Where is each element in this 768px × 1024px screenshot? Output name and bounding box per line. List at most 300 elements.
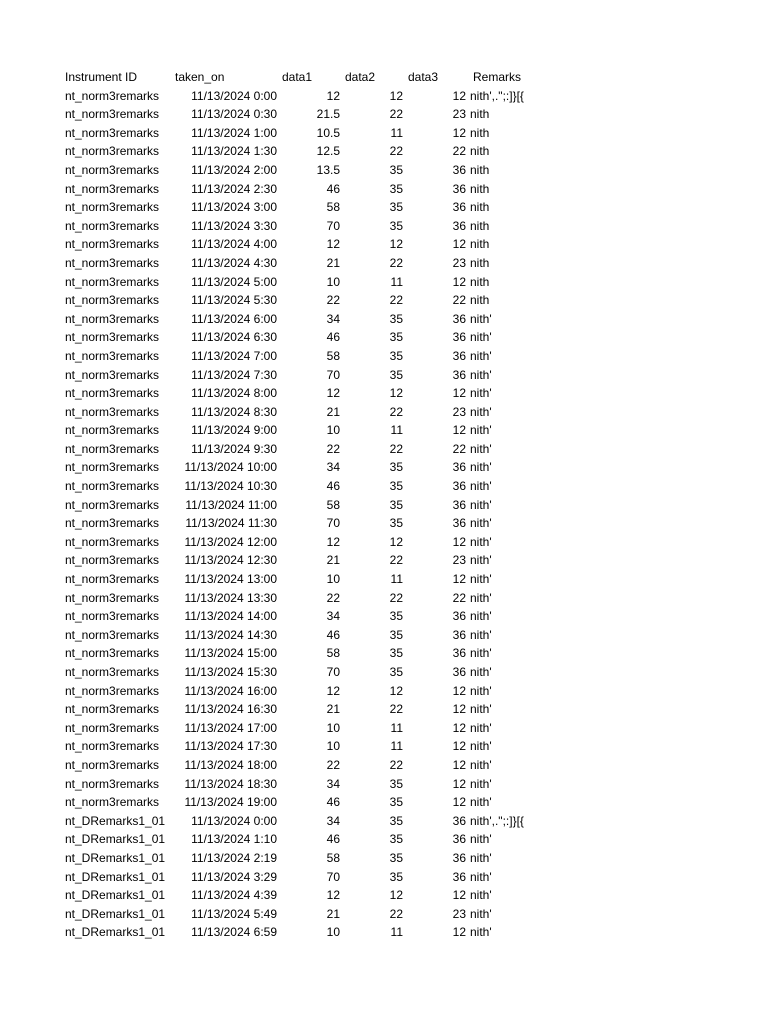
cell-instrument-id: nt_DRemarks1_01	[65, 906, 166, 921]
cell-data2: 11	[390, 572, 403, 587]
cell-instrument-id: nt_norm3remarks	[65, 348, 160, 363]
cell-instrument-id: nt_DRemarks1_01	[65, 850, 166, 865]
cell-taken-on: 11/13/2024 11:00	[185, 497, 277, 512]
cell-data2: 35	[389, 646, 403, 661]
table-row	[65, 644, 590, 663]
cell-data1: 70	[326, 218, 340, 233]
cell-instrument-id: nt_norm3remarks	[65, 590, 160, 605]
cell-taken-on: 11/13/2024 5:30	[191, 293, 277, 308]
table-row	[65, 793, 590, 812]
header-data2: data2	[345, 70, 376, 84]
cell-data3: 36	[452, 311, 466, 326]
header-data3: data3	[408, 70, 439, 84]
cell-data1: 21	[326, 702, 340, 717]
cell-data1: 21.5	[316, 107, 340, 122]
cell-data2: 11	[390, 925, 403, 940]
cell-taken-on: 11/13/2024 5:00	[191, 274, 277, 289]
cell-taken-on: 11/13/2024 13:00	[184, 572, 277, 587]
cell-data1: 70	[326, 516, 340, 531]
cell-remarks: nith'	[470, 516, 492, 531]
cell-instrument-id: nt_norm3remarks	[65, 367, 160, 382]
cell-data3: 12	[452, 88, 466, 103]
cell-data1: 12	[326, 888, 340, 903]
cell-data3: 36	[452, 348, 466, 363]
cell-taken-on: 11/13/2024 2:00	[191, 162, 277, 177]
cell-remarks: nith'	[470, 460, 492, 475]
cell-taken-on: 11/13/2024 6:59	[191, 925, 277, 940]
table-row	[65, 440, 590, 459]
cell-data3: 36	[452, 200, 466, 215]
cell-data3: 23	[452, 553, 466, 568]
table-row	[65, 217, 590, 236]
cell-data1: 58	[326, 348, 340, 363]
cell-data2: 22	[389, 107, 403, 122]
cell-instrument-id: nt_norm3remarks	[65, 683, 160, 698]
cell-data2: 35	[389, 479, 403, 494]
cell-data3: 36	[452, 367, 466, 382]
cell-data3: 12	[452, 423, 466, 438]
cell-instrument-id: nt_norm3remarks	[65, 274, 160, 289]
cell-remarks: nith'	[470, 479, 492, 494]
cell-data1: 10	[326, 720, 340, 735]
cell-data2: 35	[389, 516, 403, 531]
cell-instrument-id: nt_norm3remarks	[65, 162, 160, 177]
cell-instrument-id: nt_norm3remarks	[65, 609, 160, 624]
cell-data3: 12	[452, 888, 466, 903]
cell-remarks: nith'	[470, 646, 492, 661]
cell-remarks: nith',.";:]}[{	[470, 813, 524, 828]
table-row	[65, 124, 590, 143]
cell-data2: 11	[390, 739, 403, 754]
cell-taken-on: 11/13/2024 6:00	[191, 311, 277, 326]
cell-data2: 12	[389, 888, 403, 903]
cell-remarks: nith'	[470, 609, 492, 624]
cell-data1: 46	[326, 627, 340, 642]
cell-data1: 22	[326, 441, 340, 456]
table-row	[65, 421, 590, 440]
cell-data3: 36	[452, 832, 466, 847]
cell-remarks: nith'	[470, 869, 492, 884]
header-instrument-id: Instrument ID	[65, 70, 138, 84]
table-row	[65, 366, 590, 385]
cell-data1: 12	[326, 534, 340, 549]
cell-instrument-id: nt_norm3remarks	[65, 441, 160, 456]
table-row	[65, 291, 590, 310]
cell-data1: 58	[326, 646, 340, 661]
table-row	[65, 607, 590, 626]
cell-data2: 35	[389, 627, 403, 642]
cell-remarks: nith'	[470, 348, 492, 363]
cell-instrument-id: nt_norm3remarks	[65, 460, 160, 475]
cell-remarks: nith	[470, 293, 490, 308]
cell-data1: 12	[326, 88, 340, 103]
cell-taken-on: 11/13/2024 16:00	[184, 683, 277, 698]
cell-data3: 12	[452, 776, 466, 791]
cell-data1: 10	[326, 925, 340, 940]
cell-remarks: nith'	[470, 330, 492, 345]
cell-data1: 70	[326, 367, 340, 382]
cell-instrument-id: nt_norm3remarks	[65, 534, 160, 549]
cell-remarks: nith'	[470, 925, 492, 940]
cell-data2: 35	[389, 162, 403, 177]
cell-taken-on: 11/13/2024 1:00	[191, 125, 277, 140]
cell-data1: 21	[326, 255, 340, 270]
table-row	[65, 105, 590, 124]
cell-taken-on: 11/13/2024 2:19	[191, 850, 277, 865]
cell-remarks: nith'	[470, 850, 492, 865]
cell-remarks: nith'	[470, 311, 492, 326]
table-row	[65, 235, 590, 254]
cell-data3: 23	[452, 107, 466, 122]
header-data1: data1	[282, 70, 313, 84]
table-row	[65, 775, 590, 794]
cell-remarks: nith	[470, 107, 490, 122]
cell-data3: 36	[452, 609, 466, 624]
cell-remarks: nith'	[470, 665, 492, 679]
cell-data3: 36	[452, 665, 466, 679]
cell-data3: 12	[452, 683, 466, 698]
cell-data3: 36	[452, 813, 466, 828]
cell-data1: 21	[326, 906, 340, 921]
cell-instrument-id: nt_DRemarks1_01	[65, 832, 166, 847]
cell-remarks: nith'	[470, 404, 492, 419]
cell-data2: 22	[389, 553, 403, 568]
cell-data3: 22	[452, 293, 466, 308]
cell-data2: 35	[389, 497, 403, 512]
cell-instrument-id: nt_norm3remarks	[65, 479, 160, 494]
table-row	[65, 905, 590, 924]
cell-taken-on: 11/13/2024 10:30	[184, 479, 277, 494]
table-row	[65, 514, 590, 533]
table-row	[65, 161, 590, 180]
table-row	[65, 682, 590, 701]
cell-data2: 35	[389, 609, 403, 624]
table-row	[65, 403, 590, 422]
cell-instrument-id: nt_norm3remarks	[65, 386, 160, 401]
cell-data3: 12	[452, 386, 466, 401]
cell-remarks: nith	[470, 144, 490, 159]
cell-data1: 22	[326, 590, 340, 605]
cell-remarks: nith	[470, 218, 490, 233]
cell-instrument-id: nt_norm3remarks	[65, 572, 160, 587]
cell-instrument-id: nt_DRemarks1_01	[65, 888, 166, 903]
cell-taken-on: 11/13/2024 10:00	[184, 460, 277, 475]
cell-instrument-id: nt_norm3remarks	[65, 776, 160, 791]
table-row	[65, 719, 590, 738]
header-row	[65, 68, 590, 87]
cell-remarks: nith'	[470, 683, 492, 698]
cell-data1: 34	[326, 311, 340, 326]
cell-data3: 12	[452, 572, 466, 587]
table-row	[65, 142, 590, 161]
table-row	[65, 756, 590, 775]
cell-remarks: nith'	[470, 906, 492, 921]
cell-data2: 35	[389, 665, 403, 679]
cell-data2: 22	[389, 441, 403, 456]
cell-data1: 46	[326, 832, 340, 847]
cell-data3: 36	[452, 627, 466, 642]
cell-taken-on: 11/13/2024 1:30	[191, 144, 277, 159]
cell-remarks: nith'	[470, 367, 492, 382]
cell-instrument-id: nt_norm3remarks	[65, 516, 160, 531]
cell-taken-on: 11/13/2024 9:00	[191, 423, 277, 438]
cell-data3: 36	[452, 850, 466, 865]
cell-taken-on: 11/13/2024 7:00	[191, 348, 277, 363]
cell-data2: 35	[389, 869, 403, 884]
cell-data1: 34	[326, 609, 340, 624]
table-row	[65, 310, 590, 329]
cell-instrument-id: nt_norm3remarks	[65, 311, 160, 326]
cell-taken-on: 11/13/2024 4:30	[191, 255, 277, 270]
cell-remarks: nith'	[470, 497, 492, 512]
cell-remarks: nith',.";:]}[{	[470, 88, 524, 103]
cell-data1: 58	[326, 200, 340, 215]
table-body	[65, 87, 590, 942]
cell-remarks: nith	[470, 200, 490, 215]
cell-data2: 35	[389, 200, 403, 215]
cell-taken-on: 11/13/2024 2:30	[191, 181, 277, 196]
cell-data3: 12	[452, 534, 466, 549]
cell-data2: 22	[389, 906, 403, 921]
cell-taken-on: 11/13/2024 6:30	[191, 330, 277, 345]
table-row	[65, 347, 590, 366]
cell-remarks: nith	[470, 255, 490, 270]
table-row	[65, 254, 590, 273]
table-row	[65, 626, 590, 645]
table-row	[65, 812, 590, 831]
cell-instrument-id: nt_norm3remarks	[65, 237, 160, 252]
cell-data3: 36	[452, 181, 466, 196]
cell-remarks: nith'	[470, 534, 492, 549]
cell-taken-on: 11/13/2024 7:30	[191, 367, 277, 382]
cell-data1: 12.5	[316, 144, 340, 159]
table-row	[65, 273, 590, 292]
cell-remarks: nith'	[470, 423, 492, 438]
cell-taken-on: 11/13/2024 14:30	[184, 627, 277, 642]
cell-data2: 22	[389, 144, 403, 159]
cell-data3: 22	[452, 590, 466, 605]
header-taken-on: taken_on	[175, 70, 225, 84]
cell-data1: 70	[326, 869, 340, 884]
cell-data3: 36	[452, 162, 466, 177]
cell-taken-on: 11/13/2024 3:00	[191, 200, 277, 215]
cell-instrument-id: nt_norm3remarks	[65, 739, 160, 754]
cell-instrument-id: nt_norm3remarks	[65, 125, 160, 140]
cell-data1: 10.5	[316, 125, 340, 140]
cell-data2: 35	[389, 813, 403, 828]
cell-data2: 35	[389, 460, 403, 475]
cell-data3: 36	[452, 330, 466, 345]
cell-taken-on: 11/13/2024 16:30	[184, 702, 277, 717]
cell-remarks: nith'	[470, 776, 492, 791]
cell-taken-on: 11/13/2024 8:30	[191, 404, 277, 419]
cell-data2: 12	[389, 237, 403, 252]
cell-taken-on: 11/13/2024 3:30	[191, 218, 277, 233]
cell-remarks: nith'	[470, 832, 492, 847]
cell-instrument-id: nt_DRemarks1_01	[65, 925, 166, 940]
cell-taken-on: 11/13/2024 4:39	[191, 888, 277, 903]
cell-taken-on: 11/13/2024 8:00	[191, 386, 277, 401]
table-row	[65, 198, 590, 217]
cell-instrument-id: nt_norm3remarks	[65, 627, 160, 642]
cell-remarks: nith'	[470, 386, 492, 401]
cell-remarks: nith'	[470, 795, 492, 810]
cell-taken-on: 11/13/2024 12:30	[184, 553, 277, 568]
cell-instrument-id: nt_norm3remarks	[65, 702, 160, 717]
cell-instrument-id: nt_norm3remarks	[65, 88, 160, 103]
cell-data3: 12	[452, 925, 466, 940]
cell-data2: 11	[390, 125, 403, 140]
cell-taken-on: 11/13/2024 5:49	[191, 906, 277, 921]
cell-data2: 11	[390, 720, 403, 735]
table-row	[65, 384, 590, 403]
cell-taken-on: 11/13/2024 1:10	[191, 832, 277, 847]
cell-data3: 12	[452, 274, 466, 289]
cell-data2: 22	[389, 757, 403, 772]
cell-data1: 22	[326, 293, 340, 308]
cell-instrument-id: nt_DRemarks1_01	[65, 869, 166, 884]
cell-instrument-id: nt_norm3remarks	[65, 330, 160, 345]
table-row	[65, 477, 590, 496]
cell-data1: 58	[326, 850, 340, 865]
cell-data3: 36	[452, 869, 466, 884]
cell-remarks: nith	[470, 181, 490, 196]
cell-data3: 23	[452, 255, 466, 270]
cell-data2: 35	[389, 311, 403, 326]
cell-data3: 23	[452, 404, 466, 419]
cell-instrument-id: nt_norm3remarks	[65, 720, 160, 735]
cell-data3: 12	[452, 125, 466, 140]
table-row	[65, 551, 590, 570]
cell-taken-on: 11/13/2024 4:00	[191, 237, 277, 252]
cell-data1: 34	[326, 460, 340, 475]
cell-data1: 34	[326, 776, 340, 791]
cell-data3: 12	[452, 795, 466, 810]
cell-data1: 12	[326, 683, 340, 698]
table-row	[65, 570, 590, 589]
cell-instrument-id: nt_norm3remarks	[65, 218, 160, 233]
cell-data1: 58	[326, 497, 340, 512]
cell-data3: 36	[452, 460, 466, 475]
cell-remarks: nith'	[470, 888, 492, 903]
cell-data1: 70	[326, 665, 340, 679]
cell-data3: 36	[452, 516, 466, 531]
cell-taken-on: 11/13/2024 12:00	[184, 534, 277, 549]
cell-data2: 35	[389, 776, 403, 791]
table-row	[65, 180, 590, 199]
cell-data1: 46	[326, 795, 340, 810]
cell-data1: 10	[326, 274, 340, 289]
cell-taken-on: 11/13/2024 0:00	[191, 88, 277, 103]
cell-data2: 22	[389, 590, 403, 605]
cell-taken-on: 11/13/2024 0:00	[191, 813, 277, 828]
cell-instrument-id: nt_norm3remarks	[65, 553, 160, 568]
cell-data3: 12	[452, 720, 466, 735]
cell-taken-on: 11/13/2024 17:30	[184, 739, 277, 754]
cell-data3: 36	[452, 497, 466, 512]
spreadsheet-table	[65, 68, 590, 942]
cell-data3: 12	[452, 702, 466, 717]
cell-instrument-id: nt_norm3remarks	[65, 497, 160, 512]
cell-taken-on: 11/13/2024 9:30	[191, 441, 277, 456]
table-row	[65, 737, 590, 756]
cell-remarks: nith	[470, 237, 490, 252]
cell-data1: 13.5	[316, 162, 340, 177]
cell-taken-on: 11/13/2024 18:00	[184, 757, 277, 772]
cell-data1: 34	[326, 813, 340, 828]
cell-remarks: nith'	[470, 590, 492, 605]
cell-remarks: nith'	[470, 553, 492, 568]
cell-taken-on: 11/13/2024 3:29	[191, 869, 277, 884]
cell-taken-on: 11/13/2024 18:30	[184, 776, 277, 791]
cell-remarks: nith'	[470, 757, 492, 772]
cell-taken-on: 11/13/2024 15:00	[184, 646, 277, 661]
table-row	[65, 458, 590, 477]
cell-taken-on: 11/13/2024 15:30	[184, 665, 277, 679]
cell-instrument-id: nt_norm3remarks	[65, 181, 160, 196]
cell-data3: 36	[452, 218, 466, 233]
table-row	[65, 849, 590, 868]
cell-remarks: nith	[470, 274, 490, 289]
cell-data1: 22	[326, 757, 340, 772]
table-row	[65, 830, 590, 849]
cell-data1: 46	[326, 330, 340, 345]
cell-instrument-id: nt_norm3remarks	[65, 200, 160, 215]
table-row	[65, 533, 590, 552]
table-row	[65, 589, 590, 608]
cell-data3: 12	[452, 237, 466, 252]
cell-data2: 35	[389, 795, 403, 810]
cell-remarks: nith'	[470, 627, 492, 642]
cell-data3: 36	[452, 479, 466, 494]
cell-data3: 36	[452, 646, 466, 661]
cell-instrument-id: nt_norm3remarks	[65, 144, 160, 159]
cell-data3: 12	[452, 739, 466, 754]
cell-data3: 22	[452, 144, 466, 159]
cell-data2: 22	[389, 404, 403, 419]
cell-data2: 12	[389, 386, 403, 401]
cell-data2: 12	[389, 88, 403, 103]
header-remarks: Remarks	[473, 70, 522, 84]
cell-instrument-id: nt_norm3remarks	[65, 646, 160, 661]
table-row	[65, 87, 590, 106]
cell-instrument-id: nt_norm3remarks	[65, 107, 160, 122]
cell-data1: 10	[326, 572, 340, 587]
cell-instrument-id: nt_norm3remarks	[65, 423, 160, 438]
cell-remarks: nith	[470, 162, 490, 177]
cell-taken-on: 11/13/2024 19:00	[184, 795, 277, 810]
cell-data1: 12	[326, 386, 340, 401]
cell-taken-on: 11/13/2024 17:00	[184, 720, 277, 735]
table-row	[65, 663, 590, 682]
table-row	[65, 700, 590, 719]
cell-data1: 46	[326, 479, 340, 494]
cell-instrument-id: nt_norm3remarks	[65, 404, 160, 419]
cell-data1: 10	[326, 423, 340, 438]
cell-data2: 35	[389, 181, 403, 196]
table-row	[65, 328, 590, 347]
cell-remarks: nith	[470, 125, 490, 140]
cell-data2: 35	[389, 850, 403, 865]
cell-data3: 23	[452, 906, 466, 921]
cell-remarks: nith'	[470, 720, 492, 735]
cell-data2: 11	[390, 423, 403, 438]
table-row	[65, 923, 590, 942]
cell-data2: 22	[389, 255, 403, 270]
cell-data2: 12	[389, 534, 403, 549]
cell-taken-on: 11/13/2024 11:30	[185, 516, 277, 531]
cell-remarks: nith'	[470, 441, 492, 456]
